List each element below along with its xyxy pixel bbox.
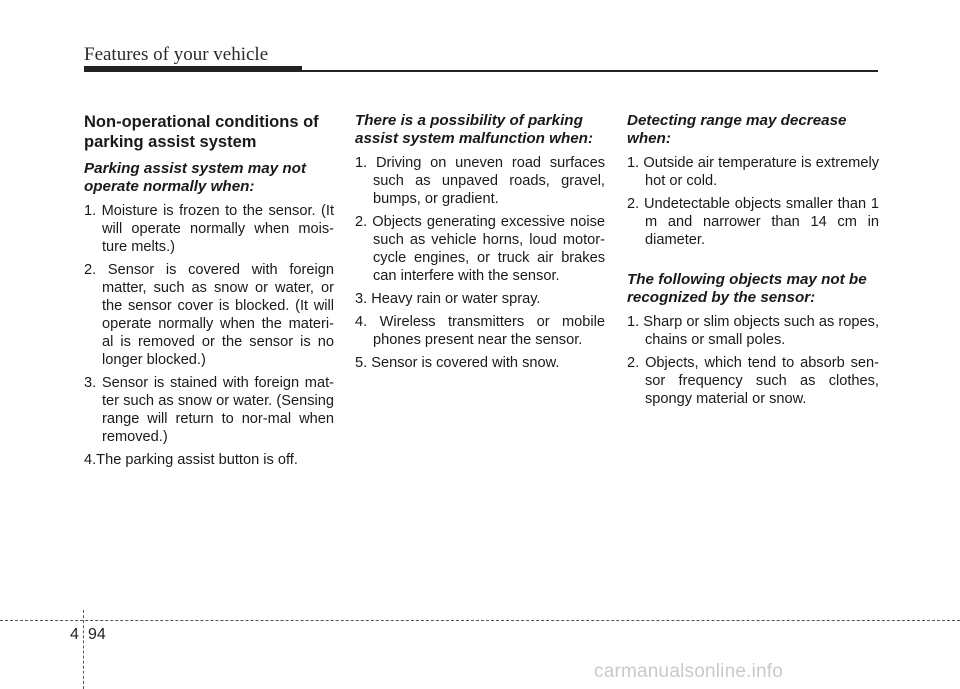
list-item: 5. Sensor is covered with snow. xyxy=(355,355,560,371)
subheading-not-recognized: The following objects may not be recognized by the sensor: xyxy=(627,271,867,306)
chapter-number: 4 xyxy=(70,626,79,643)
header-rule-thin xyxy=(302,70,878,72)
list-item: 2. Objects generating excessive noise such as vehicle horns, loud motor-cycle engines, or truck air brakes can interfere with the sensor. xyxy=(355,214,605,284)
footer-dashed-rule xyxy=(0,620,960,621)
list-item: 2. Sensor is covered with foreign matter, such as snow or water, or the sensor cover is blocked. (It will operate normally when the materi-al is removed or the sensor is no longer blocked.) xyxy=(84,262,334,368)
list-item: 3. Heavy rain or water spray. xyxy=(355,291,541,307)
list-item: 1. Moisture is frozen to the sensor. (It will operate normally when mois-ture melts.) xyxy=(84,203,334,255)
list-item: 3. Sensor is stained with foreign mat-ter such as snow or water. (Sensing range will return to nor-mal when removed.) xyxy=(84,375,334,445)
list-item: 2. Undetectable objects smaller than 1 m and narrower than 14 cm in diameter. xyxy=(627,196,879,248)
page-header-title: Features of your vehicle xyxy=(84,44,269,65)
column-2 xyxy=(355,112,605,377)
list-malfunction xyxy=(355,154,605,372)
list-not-recognized xyxy=(627,313,879,408)
column-1 xyxy=(84,112,334,474)
list-item: 4.The parking assist button is off. xyxy=(84,452,298,468)
footer-vertical-rule xyxy=(83,610,84,689)
watermark-text: carmanualsonline.info xyxy=(594,661,784,682)
list-item: 2. Objects, which tend to absorb sen-sor frequency such as clothes, spongy material or snow. xyxy=(627,355,879,407)
list-item: 1. Sharp or slim objects such as ropes, chains or small poles. xyxy=(627,314,879,348)
list-not-operate xyxy=(84,202,334,469)
column-3 xyxy=(627,112,879,413)
subheading-not-operate: Parking assist system may not operate normally when: xyxy=(84,160,307,195)
subheading-malfunction: There is a possibility of parking assist system malfunction when: xyxy=(355,112,594,147)
header-rule-thick xyxy=(84,66,302,72)
subheading-range-decrease: Detecting range may decrease when: xyxy=(627,112,847,147)
list-item: 4. Wireless transmitters or mobile phones present near the sensor. xyxy=(355,314,605,348)
section-heading: Non-operational conditions of parking assist system xyxy=(84,113,319,151)
list-item: 1. Outside air temperature is extremely hot or cold. xyxy=(627,155,879,189)
page-number: 94 xyxy=(88,626,106,643)
list-item: 1. Driving on uneven road surfaces such as unpaved roads, gravel, bumps, or gradient. xyxy=(355,155,605,207)
list-range-decrease xyxy=(627,154,879,249)
